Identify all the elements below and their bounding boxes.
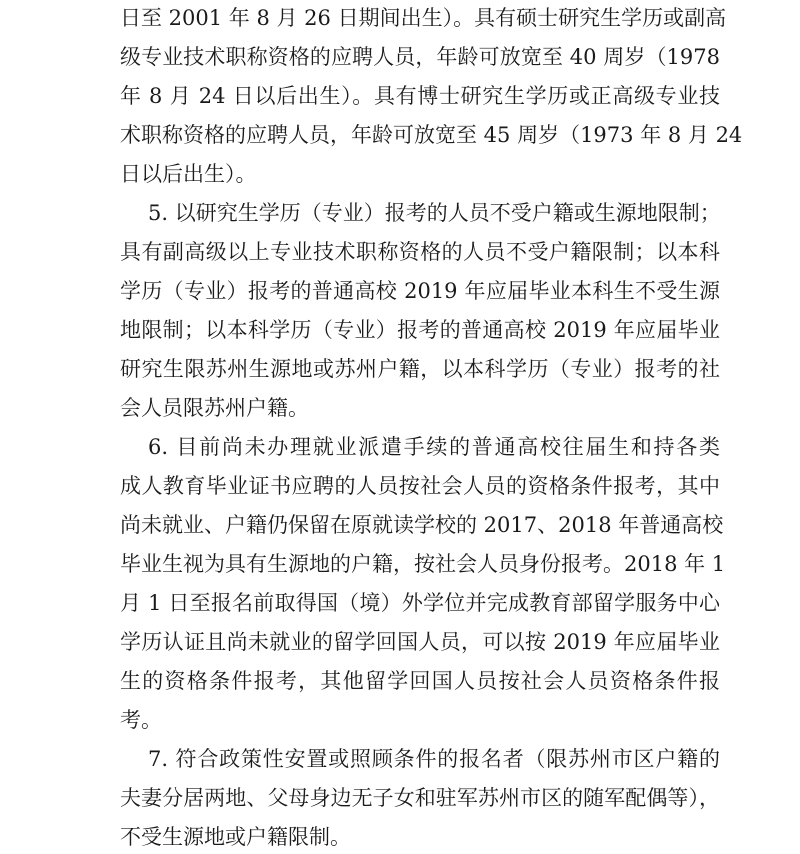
text-line: 术职称资格的应聘人员，年龄可放宽至 45 周岁（1973 年 8 月 24	[120, 123, 743, 147]
text-line: 考。	[120, 708, 162, 732]
text-line: 生的资格条件报考，其他留学回国人员按社会人员资格条件报	[120, 669, 720, 693]
paragraph-7-first-line: 7. 符合政策性安置或照顾条件的报名者（限苏州市区户籍的	[148, 747, 720, 771]
text-line: 学历（专业）报考的普通高校 2019 年应届毕业本科生不受生源	[120, 279, 720, 303]
text-line: 不受生源地或户籍限制。	[120, 825, 351, 849]
text-line: 具有副高级以上专业技术职称资格的人员不受户籍限制；以本科	[120, 240, 720, 264]
text-line: 会人员限苏州户籍。	[120, 396, 309, 420]
text-line: 夫妻分居两地、父母身边无子女和驻军苏州市区的随军配偶等），	[120, 786, 720, 810]
text-line: 级专业技术职称资格的应聘人员，年龄可放宽至 40 周岁（1978	[120, 45, 720, 69]
text-line: 日以后出生）。	[120, 162, 257, 186]
text-line: 地限制；以本科学历（专业）报考的普通高校 2019 年应届毕业	[120, 318, 720, 342]
paragraph-6-first-line: 6. 目前尚未办理就业派遣手续的普通高校往届生和持各类	[148, 435, 720, 459]
text-line: 尚未就业、户籍仍保留在原就读学校的 2017、2018 年普通高校	[120, 513, 724, 537]
text-line: 学历认证且尚未就业的留学回国人员，可以按 2019 年应届毕业	[120, 630, 720, 654]
text-line: 成人教育毕业证书应聘的人员按社会人员的资格条件报考，其中	[120, 474, 720, 498]
text-line: 年 8 月 24 日以后出生）。具有博士研究生学历或正高级专业技	[120, 84, 720, 108]
paragraph-5-first-line: 5. 以研究生学历（专业）报考的人员不受户籍或生源地限制；	[148, 201, 721, 225]
text-line: 月 1 日至报名前取得国（境）外学位并完成教育部留学服务中心	[120, 591, 720, 615]
text-line: 研究生限苏州生源地或苏州户籍，以本科学历（专业）报考的社	[120, 357, 720, 381]
text-line: 毕业生视为具有生源地的户籍，按社会人员身份报考。2018 年 1	[120, 552, 726, 576]
text-line: 日至 2001 年 8 月 26 日期间出生）。具有硕士研究生学历或副高	[120, 6, 727, 30]
